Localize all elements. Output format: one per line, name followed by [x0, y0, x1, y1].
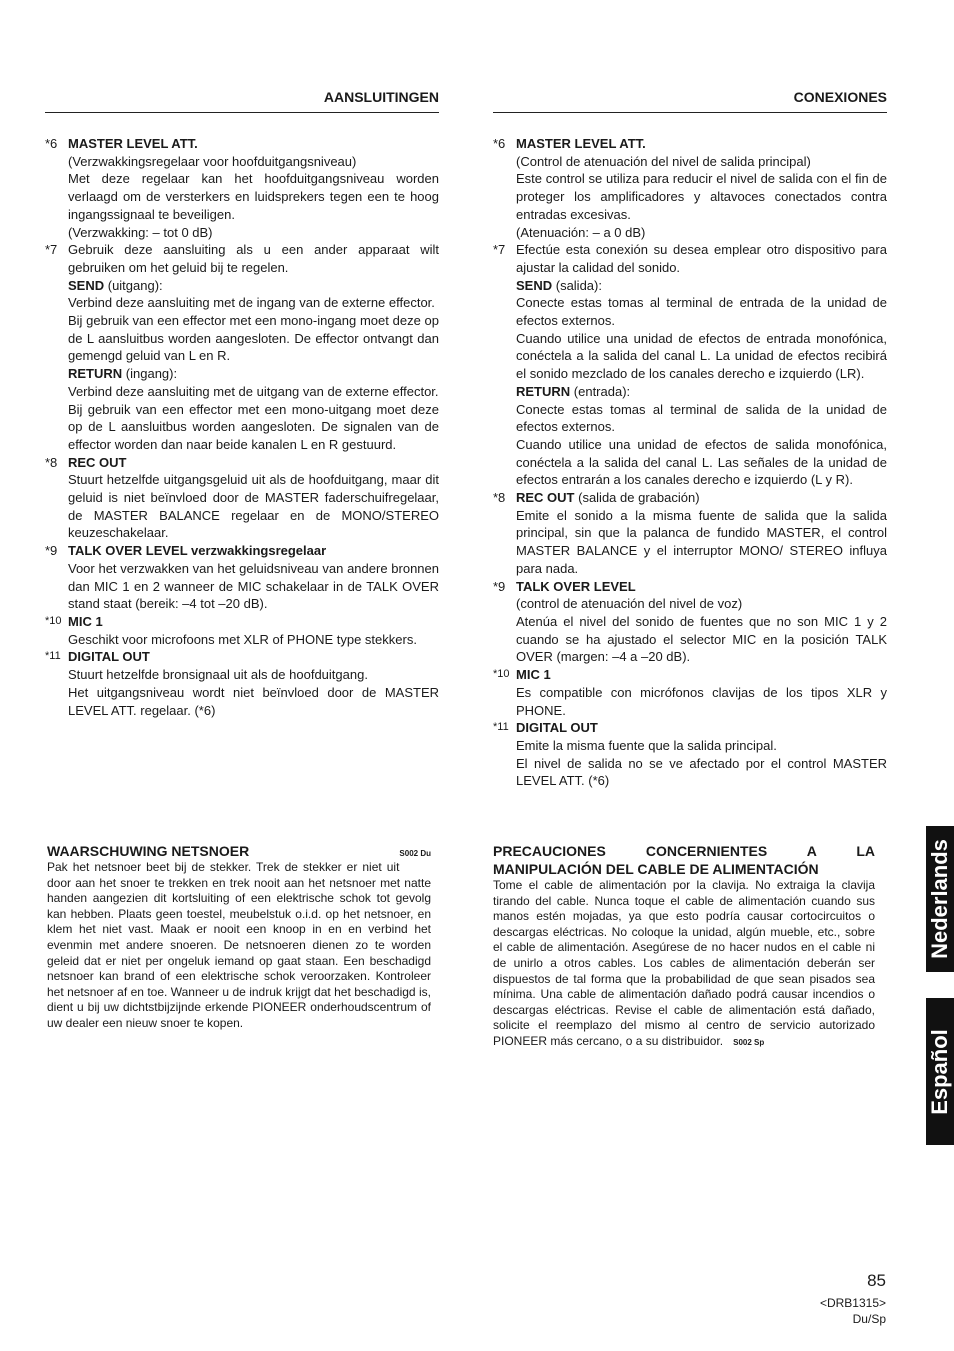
sub-label: RETURN [68, 366, 123, 382]
sub-label: SEND [516, 277, 553, 293]
entry-send-return [493, 241, 887, 489]
entry-rec-out [493, 489, 887, 578]
entry-text: Atenúa el nivel del sonido de fuentes que no son MIC 1 y 2 cuando se ha ajustado el selector MIC en la posición TALK OVER (margen: –4 a –20 dB). [516, 613, 887, 665]
entry-marker: *7 [493, 242, 506, 258]
entry-mic-1 [493, 666, 887, 719]
entry-marker: *8 [45, 454, 58, 470]
entry-text: Geschikt voor microfoons met XLR of PHONE type stekkers. [68, 631, 417, 647]
entry-send-return [45, 241, 439, 453]
entry-marker: *11 [45, 650, 61, 663]
sub-suffix: (uitgang): [104, 277, 163, 293]
language-tab-nederlands [926, 826, 954, 972]
entry-title: DIGITAL OUT [516, 720, 598, 736]
warning-title-text: WAARSCHUWING NETSNOER [47, 843, 250, 859]
entry-text: (Verzwakking: – tot 0 dB) [68, 224, 213, 240]
section-header-conexiones: CONEXIONES [493, 88, 887, 113]
entry-list [45, 135, 439, 719]
power-cord-warning-spanish [493, 842, 875, 1051]
section-header-aansluitingen: AANSLUITINGEN [45, 88, 439, 113]
sub-label: SEND [68, 277, 105, 293]
entry-marker: *9 [493, 578, 506, 594]
entry-talk-over-level [45, 542, 439, 613]
entry-title-line [516, 489, 887, 507]
entry-marker: *9 [45, 543, 58, 559]
entry-text: Cuando utilice una unidad de efectos de salida monofónica, conéctela a la salida del canal L. Las señales de la unidad de efectos entrarán a los canales derecho e izquierdo (L y R). [516, 436, 887, 488]
entry-marker: *8 [493, 490, 506, 506]
warning-title [47, 842, 431, 860]
lang-code-text: Du/Sp [852, 1312, 886, 1326]
entry-text: Met deze regelaar kan het hoofduitgangsniveau worden verlaagd om de versterkers en luidsprekers tegen een te hoog ingangssignaal te beveiligen. [68, 171, 439, 222]
entry-master-level-att [45, 135, 439, 241]
entry-text: (Verzwakkingsregelaar voor hoofduitgangsniveau) [68, 153, 357, 169]
language-tab-espanol [926, 998, 954, 1145]
entry-title: MIC 1 [68, 613, 103, 629]
doc-code-text: <DRB1315> [819, 1296, 886, 1310]
tab-label: Español [927, 1028, 953, 1115]
left-column-dutch [45, 88, 439, 719]
sub-heading-return [68, 365, 439, 383]
entry-text: Cuando utilice una unidad de efectos de entrada monofónica, conéctela a la salida del canal L. La unidad de efectos recibirá el sonido mezclado de los canales derecho e izquierdo (LR). [516, 330, 887, 382]
entry-master-level-att [493, 135, 887, 241]
warning-code: S002 Du [399, 849, 431, 858]
entry-title: REC OUT [68, 454, 127, 470]
entry-text: Conecte estas tomas al terminal de salida de la unidad de efectos externos. [516, 401, 887, 435]
entry-digital-out [493, 719, 887, 790]
sub-suffix: (ingang): [122, 366, 178, 382]
entry-digital-out [45, 648, 439, 719]
entry-list [493, 135, 887, 790]
entry-title: MASTER LEVEL ATT. [516, 136, 646, 151]
entry-text: Es compatible con micrófonos clavijas de los tipos XLR y PHONE. [516, 684, 887, 718]
entry-text: Stuurt hetzelfde bronsignaal uit als de hoofduitgang. [68, 667, 368, 683]
warning-body-wrap [493, 878, 875, 1051]
entry-title: TALK OVER LEVEL [516, 578, 636, 594]
sub-heading-return [516, 383, 887, 401]
warning-body: Tome el cable de alimentación por la clavija. No extraiga la clavija tirando del cable. Nunca toque el cable de alimentación cuando sus manos estén mojadas, ya que esto podría causar cortocircuitos o descargas eléctricas. No coloque la unidad, algún mueble, etc., sobre el cable de alimentación. Asegúrese de no hacer nudos en el cable ni de unirlo a otros cables. Los cables de alimentación deberán ser dispuestos de tal forma que la probabilidad de que sean pisados sea mínima. Una cable de alimentación dañado podrá causar incendios o descargas eléctricas. Revise el cable de alimentación está dañado, solicite el reemplazo del mismo al centro de servicio autorizado PIONEER más cercano, o a su distribuidor. [493, 878, 875, 1048]
entry-marker: *7 [45, 242, 58, 258]
entry-text: Voor het verzwakken van het geluidsniveau van andere bronnen dan MIC 1 en 2 wanneer de MIC schakelaar in de TALK OVER stand staat (bereik: –4 tot –20 dB). [68, 560, 439, 612]
entry-marker: *10 [493, 668, 510, 681]
entry-text: Bij gebruik van een effector met een mono-ingang moet deze op de L aansluitbus worden aangesloten. De effector ontvangt dan gemengd geluid van L en R. [68, 313, 439, 364]
entry-text: Bij gebruik van een effector met een mono-uitgang moet deze op de L aansluitbus worden aangesloten. De signalen van de effector worden dan naar beide kanalen L en R gestuurd. [68, 401, 439, 452]
entry-marker: *10 [45, 614, 62, 627]
entry-rec-out [45, 454, 439, 543]
entry-lead: Efectúe esta conexión su desea emplear otro dispositivo para ajustar la calidad del sonido. [516, 242, 887, 275]
warning-title: PRECAUCIONES CONCERNIENTES A LA MANIPULACIÓN DEL CABLE DE ALIMENTACIÓN [493, 843, 875, 877]
entry-text: (Atenuación: – a 0 dB) [516, 224, 646, 240]
entry-text: Verbind deze aansluiting met de ingang van de externe effector. [68, 295, 435, 311]
entry-text: (control de atenuación del nivel de voz) [516, 596, 743, 612]
warning-code: S002 Sp [733, 1037, 765, 1047]
sub-label: RETURN [516, 383, 571, 399]
entry-text: Emite la misma fuente que la salida principal. [516, 737, 777, 753]
entry-title-suffix: (salida de grabación) [574, 490, 700, 506]
sub-heading-send [68, 277, 439, 295]
entry-text: Het uitgangsniveau wordt niet beïnvloed door de MASTER LEVEL ATT. regelaar. (*6) [68, 684, 439, 718]
entry-text: Emite el sonido a la misma fuente de salida que la salida principal, sin que la palanca de fundido MASTER, el control MASTER BALANCE y el interruptor MONO/ STEREO influya para nada. [516, 507, 887, 576]
entry-text: Verbind deze aansluiting met de uitgang van de externe effector. [68, 383, 439, 399]
power-cord-warning-dutch [47, 842, 431, 1032]
entry-text: (Control de atenuación del nivel de salida principal) [516, 153, 811, 169]
page-number: 85 [867, 1271, 886, 1290]
entry-mic-1 [45, 613, 439, 648]
entry-text: Este control se utiliza para reducir el nivel de salida con el fin de proteger los amplificadores y altavoces conectados contra entradas excesivas. [516, 171, 887, 222]
entry-title: DIGITAL OUT [68, 649, 150, 665]
document-code [820, 1295, 886, 1327]
right-column-spanish [493, 88, 887, 790]
entry-title: MIC 1 [516, 667, 551, 683]
sub-heading-send [516, 277, 887, 295]
entry-marker: *6 [493, 136, 506, 151]
entry-talk-over-level [493, 578, 887, 667]
entry-title: REC OUT [516, 490, 575, 506]
entry-lead: Gebruik deze aansluiting als u een ander apparaat wilt gebruiken om het geluid bij te regelen. [68, 242, 439, 275]
entry-title: MASTER LEVEL ATT. [68, 136, 198, 151]
entry-marker: *11 [493, 721, 509, 734]
sub-suffix: (salida): [552, 277, 602, 293]
sub-suffix: (entrada): [570, 383, 631, 399]
warning-body: Pak het netsnoer beet bij de stekker. Trek de stekker er niet uit door aan het snoer te trekken en trek nooit aan het netsnoer met natte handen aangezien dit kortsluiting of een elektrische schok tot gevolg kan hebben. Plaats geen toestel, meubelstuk o.i.d. op het netsnoer, en klem het niet vast. Maak er nooit een knoop in en en verbind het evenmin met andere snoeren. De netsnoeren dienen zo te worden geleid dat er niet per ongeluk iemand op gaat staan. Een beschadigd netsnoer kan brand of een elektrische schok veroorzaken. Kontroleer het netsnoer af en toe. Wanneer u de indruk krijgt dat het beschadigd is, dient u bij uw dichtstbijzijnde erkende PIONEER onderhoudscentrum of uw dealer een nieuw snoer te kopen. [47, 860, 431, 1030]
tab-label: Nederlands [927, 839, 953, 959]
entry-marker: *6 [45, 136, 58, 151]
entry-title: TALK OVER LEVEL verzwakkingsregelaar [68, 543, 327, 559]
entry-text: El nivel de salida no se ve afectado por el control MASTER LEVEL ATT. (*6) [516, 755, 887, 789]
entry-text: Conecte estas tomas al terminal de entrada de la unidad de efectos externos. [516, 295, 887, 329]
entry-text: Stuurt hetzelfde uitgangsgeluid uit als de hoofduitgang, maar dit geluid is niet beïnvloed door de MASTER faderschuifregelaar, de MASTER BALANCE regelaar en de MONO/STEREO keuzeschakelaar. [68, 472, 439, 541]
